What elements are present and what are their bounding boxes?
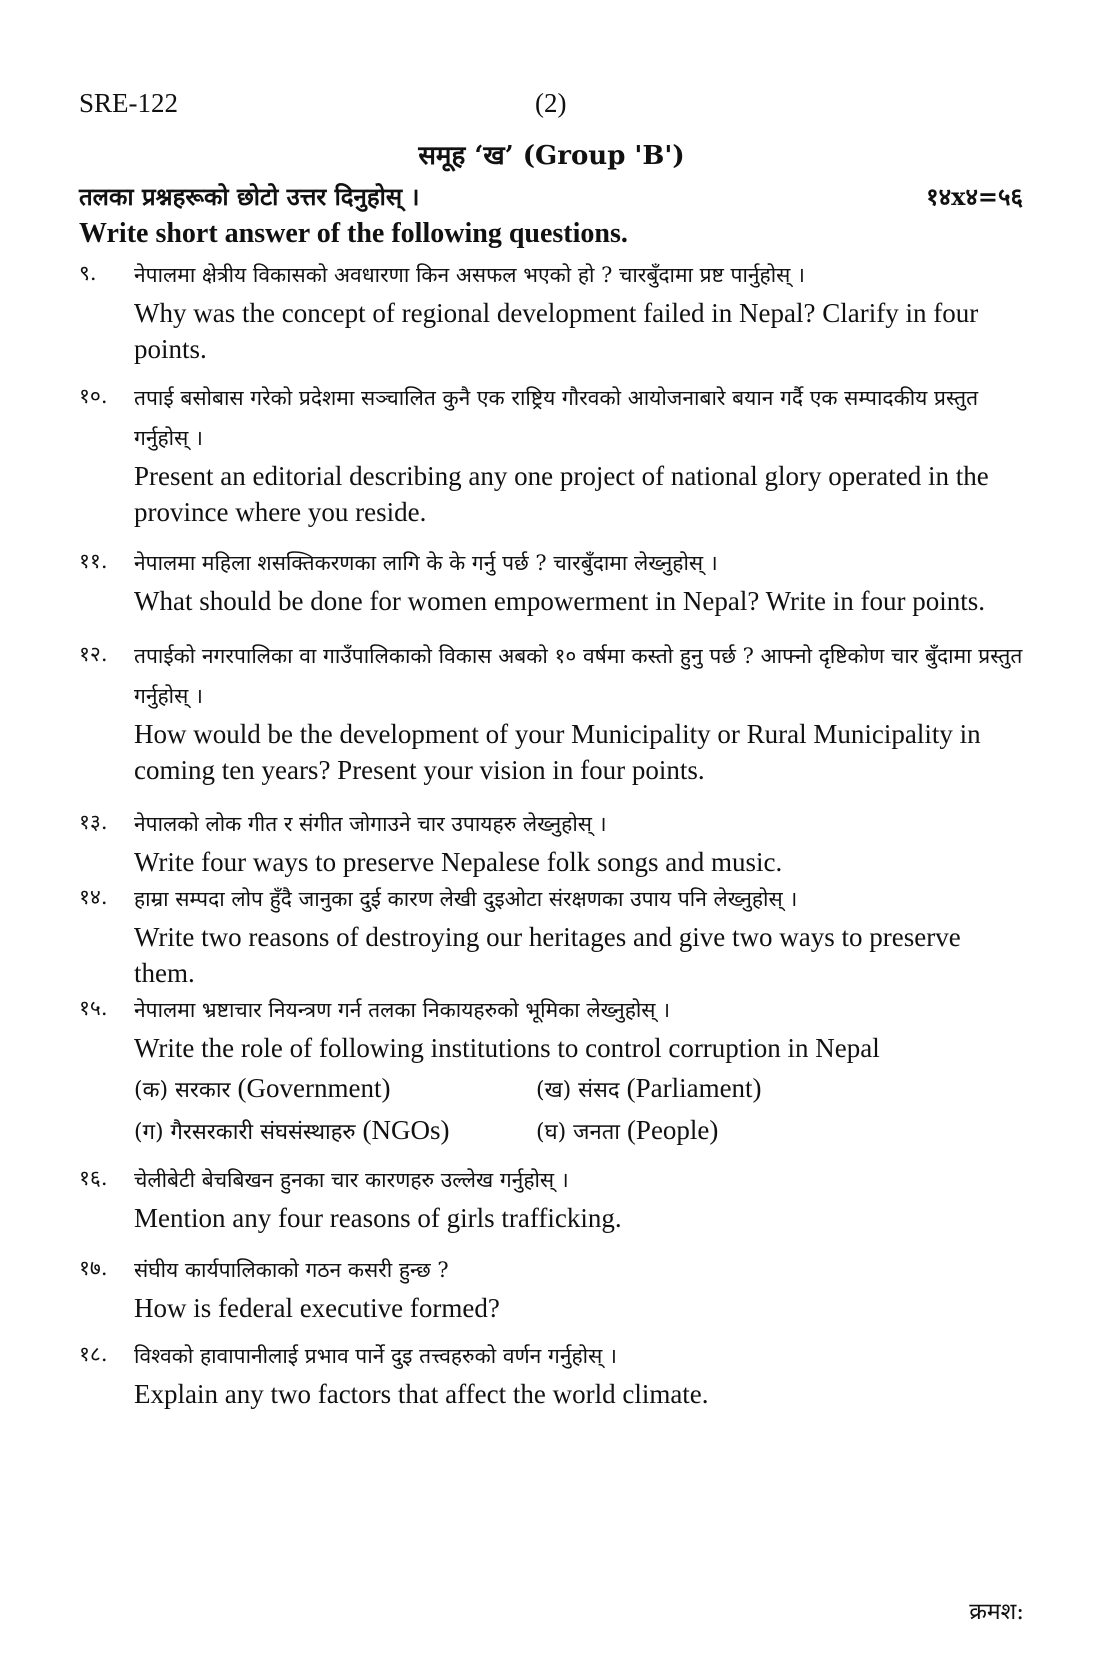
question-text-nepali: तपाई बसोबास गरेको प्रदेशमा सञ्चालित कुनै एक राष्ट्रिय गौरवको आयोजनाबारे बयान गर्दै एक सम्पादकीय प्रस्तुत गर्नुहोस् । [134,386,979,450]
question-10 [79,378,1024,530]
question-text-english: Write two reasons of destroying our heritages and give two ways to preserve them. [134,922,961,988]
exam-code: SRE-122 [79,88,179,118]
question-17 [79,1250,1024,1326]
option-label-english: (NGOs) [362,1115,450,1145]
question-16 [79,1160,1024,1236]
question-text-english: Why was the concept of regional development failed in Nepal? Clarify in four points. [134,298,979,364]
question-text-nepali: नेपालको लोक गीत र संगीत जोगाउने चार उपायहरु लेख्नुहोस् । [134,812,607,836]
option-list [134,1070,1024,1154]
marks-allocation: १४x४=५६ [926,182,1023,211]
option-a [134,1070,390,1106]
question-number: १३. [79,810,108,834]
question-text-english: How would be the development of your Municipality or Rural Municipality in coming ten years? Present your vision in four points. [134,719,981,785]
question-text-nepali: नेपालमा भ्रष्टाचार नियन्त्रण गर्न तलका निकायहरुको भूमिका लेख्नुहोस् । [134,998,671,1022]
instruction-row [79,180,1023,216]
question-number: १२. [79,642,108,666]
question-number: १०. [79,384,108,408]
page-number: (2) [535,88,567,118]
question-number: १८. [79,1342,108,1366]
question-text-nepali: नेपालमा क्षेत्रीय विकासको अवधारणा किन असफल भएको हो ? चारबुँदामा प्रष्ट पार्नुहोस् । [134,263,805,287]
question-text-english: Present an editorial describing any one project of national glory operated in the province where you reside. [134,461,989,527]
option-label-nepali: (ग) गैरसरकारी संघसंस्थाहरु [134,1120,356,1145]
question-9 [79,255,1024,367]
question-text-english: What should be done for women empowerment in Nepal? Write in four points. [134,586,985,616]
question-14 [79,879,1024,991]
option-label-english: (People) [626,1115,719,1145]
option-b [536,1070,762,1106]
question-text-nepali: चेलीबेटी बेचबिखन हुनका चार कारणहरु उल्लेख गर्नुहोस् । [134,1168,569,1192]
question-13 [79,804,1024,880]
option-label-nepali: (घ) जनता [536,1120,620,1145]
option-label-nepali: (ख) संसद [536,1078,620,1103]
question-text-english: Mention any four reasons of girls trafficking. [134,1203,622,1233]
option-label-nepali: (क) सरकार [134,1078,231,1103]
question-text-nepali: नेपालमा महिला शसक्तिकरणका लागि के के गर्नु पर्छ ? चारबुँदामा लेख्नुहोस् । [134,551,718,575]
option-d [536,1112,718,1148]
question-12 [79,636,1024,788]
question-text-english: How is federal executive formed? [134,1293,500,1323]
instruction-nepali: तलका प्रश्नहरूको छोटो उत्तर दिनुहोस् । [79,182,420,211]
option-label-english: (Parliament) [626,1073,762,1103]
continued-marker: क्रमश: [969,1599,1024,1625]
question-18 [79,1336,1024,1412]
question-number: १५. [79,996,108,1020]
question-15 [79,990,1024,1154]
instruction-english: Write short answer of the following questions. [79,218,628,249]
option-label-english: (Government) [237,1073,391,1103]
question-text-nepali: हाम्रा सम्पदा लोप हुँदै जानुका दुई कारण लेखी दुइओटा संरक्षणका उपाय पनि लेख्नुहोस् । [134,887,798,911]
option-c [134,1112,450,1148]
question-text-english: Write the role of following institutions to control corruption in Nepal [134,1033,880,1063]
question-number: १६. [79,1166,108,1190]
page-header [79,88,1023,122]
group-title: समूह ‘ख’ (Group 'B') [418,141,685,171]
question-text-nepali: तपाईको नगरपालिका वा गाउँपालिकाको विकास अबको १० वर्षमा कस्तो हुनु पर्छ ? आफ्नो दृष्टिकोण चार बुँदामा प्रस्तुत गर्नुहोस् । [134,644,1023,708]
question-text-nepali: संघीय कार्यपालिकाको गठन कसरी हुन्छ ? [134,1258,449,1282]
question-number: ११. [79,549,108,573]
question-text-nepali: विश्वको हावापानीलाई प्रभाव पार्ने दुइ तत्त्वहरुको वर्णन गर्नुहोस् । [134,1344,617,1368]
question-text-english: Explain any two factors that affect the world climate. [134,1379,709,1409]
question-number: १४. [79,885,108,909]
question-text-english: Write four ways to preserve Nepalese folk songs and music. [134,847,783,877]
question-number: ९. [79,261,97,285]
question-number: १७. [79,1256,108,1280]
question-11 [79,543,1024,619]
